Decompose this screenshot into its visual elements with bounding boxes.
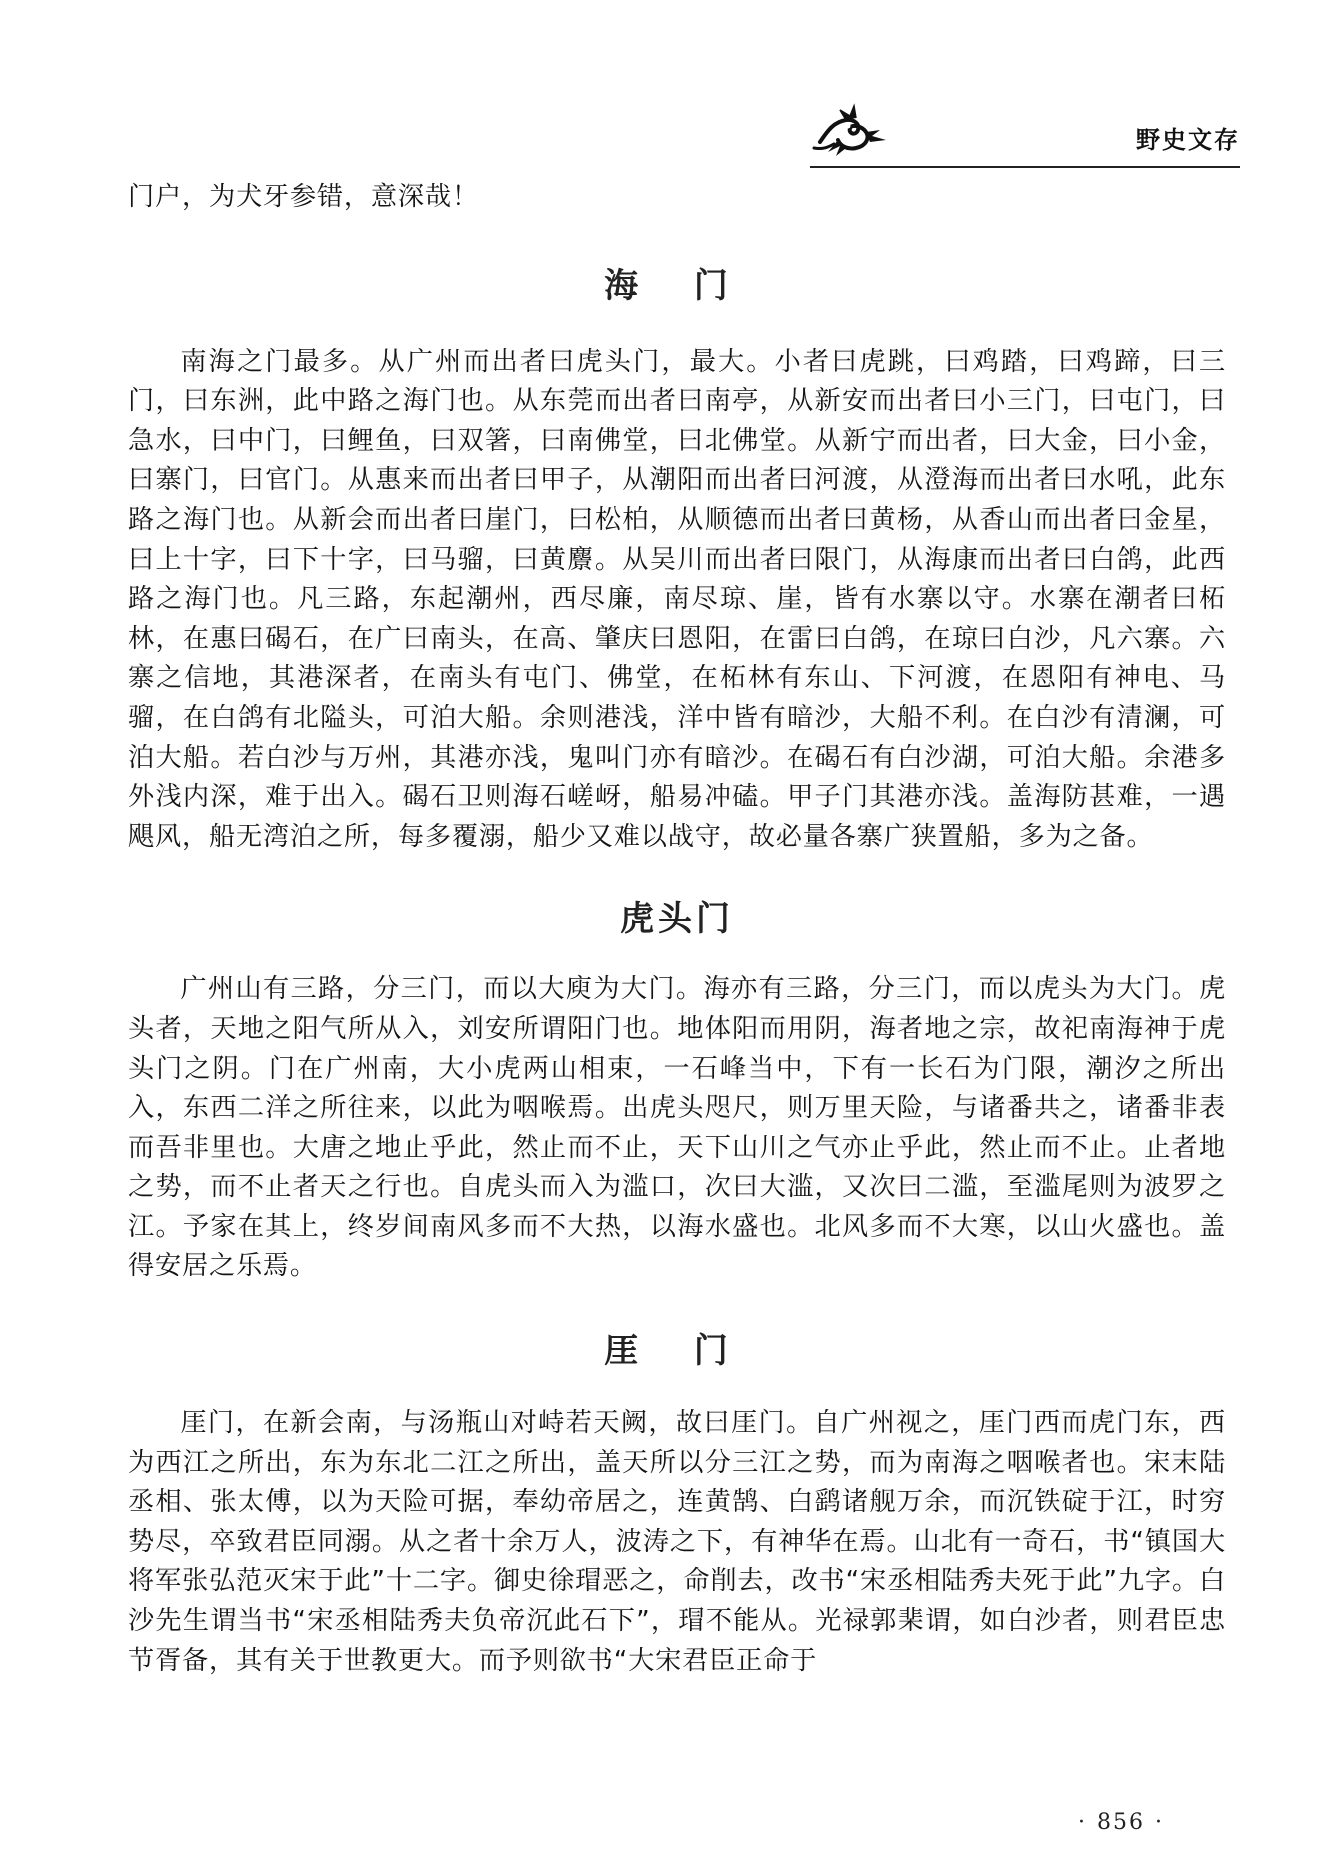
footer-left-mark: · <box>1078 1810 1087 1835</box>
running-header <box>810 90 1240 170</box>
opening-line: 门户，为犬牙参错，意深哉！ <box>128 182 479 212</box>
section-paragraph-haimen: 南海之门最多。从广州而出者曰虎头门，最大。小者曰虎跳，曰鸡踏，曰鸡蹄，曰三门，曰东洲，此中路之海门也。从东莞而出者曰南亭，从新安而出者曰小三门，曰屯门，曰急水，曰中门，曰鲤鱼，曰双箸，曰南佛堂，曰北佛堂。从新宁而出者，曰大金，曰小金，曰寨门，曰官门。从惠来而出者曰甲子，从潮阳而出者曰河渡，从澄海而出者曰水吼，此东路之海门也。从新会而出者曰崖门，曰松柏，从顺德而出者曰黄杨，从香山而出者曰金星，曰上十字，曰下十字，曰马骝，曰黄麖。从吴川而出者曰限门，从海康而出者曰白鸽，此西路之海门也。凡三路，东起潮州，西尽廉，南尽琼、崖，皆有水寨以守。水寨在潮者曰柘林，在惠曰碣石，在广曰南头，在高、肇庆曰恩阳，在雷曰白鸽，在琼曰白沙，凡六寨。六寨之信地，其港深者，在南头有屯门、佛堂，在柘林有东山、下河渡，在恩阳有神电、马骝，在白鸽有北隘头，可泊大船。余则港浅，洋中皆有暗沙，大船不利。在白沙有清澜，可泊大船。若白沙与万州，其港亦浅，鬼叫门亦有暗沙。在碣石有白沙湖，可泊大船。余港多外浅内深，难于出入。碣石卫则海石嵯岈，船易冲磕。甲子门其港亦浅。盖海防甚难，一遇飓风，船无湾泊之所，每多覆溺，船少又难以战守，故必量各寨广狭置船，多为之备。 <box>128 346 1226 852</box>
section-paragraph-yamen: 厓门，在新会南，与汤瓶山对峙若天阙，故曰厓门。自广州视之，厓门西而虎门东，西为西江之所出，东为东北二江之所出，盖天所以分三江之势，而为南海之咽喉者也。宋末陆丞相、张太傅，以为天险可据，奉幼帝居之，连黄鹄、白鹞诸舰万余，而沉铁碇于江，时穷势尽，卒致君臣同溺。从之者十余万人，波涛之下，有神华在焉。山北有一奇石，书“镇国大将军张弘范灭宋于此”十二字。御史徐瑁恶之，命削去，改书“宋丞相陆秀夫死于此”九字。白沙先生谓当书“宋丞相陆秀夫负帝沉此石下”，瑁不能从。光禄郭棐谓，如白沙者，则君臣忠节胥备，其有关于世教更大。而予则欲书“大宋君臣正命于 <box>128 1408 1226 1676</box>
dragon-emblem-icon <box>810 100 900 160</box>
section-heading-hutoumen: 虎头门 <box>620 899 734 940</box>
book-series-title: 野史文存 <box>1136 126 1240 154</box>
page-footer <box>1068 1810 1174 1835</box>
header-rule <box>810 166 1240 168</box>
page-content <box>128 178 1226 1681</box>
section-heading-haimen: 海 门 <box>604 265 750 306</box>
page-number: 856 <box>1097 1810 1145 1835</box>
footer-right-mark: · <box>1155 1810 1164 1835</box>
section-heading-yamen: 厓 门 <box>604 1331 750 1372</box>
section-paragraph-hutoumen: 广州山有三路，分三门，而以大庾为大门。海亦有三路，分三门，而以虎头为大门。虎头者，天地之阳气所从入，刘安所谓阳门也。地体阳而用阴，海者地之宗，故祀南海神于虎头门之阴。门在广州南，大小虎两山相束，一石峰当中，下有一长石为门限，潮汐之所出入，东西二洋之所往来，以此为咽喉焉。出虎头咫尺，则万里天险，与诸番共之，诸番非表而吾非里也。大唐之地止乎此，然止而不止，天下山川之气亦止乎此，然止而不止。止者地之势，而不止者天之行也。自虎头而入为滥口，次曰大滥，又次曰二滥，至滥尾则为波罗之江。予家在其上，终岁间南风多而不大热，以海水盛也。北风多而不大寒，以山火盛也。盖得安居之乐焉。 <box>128 974 1226 1282</box>
